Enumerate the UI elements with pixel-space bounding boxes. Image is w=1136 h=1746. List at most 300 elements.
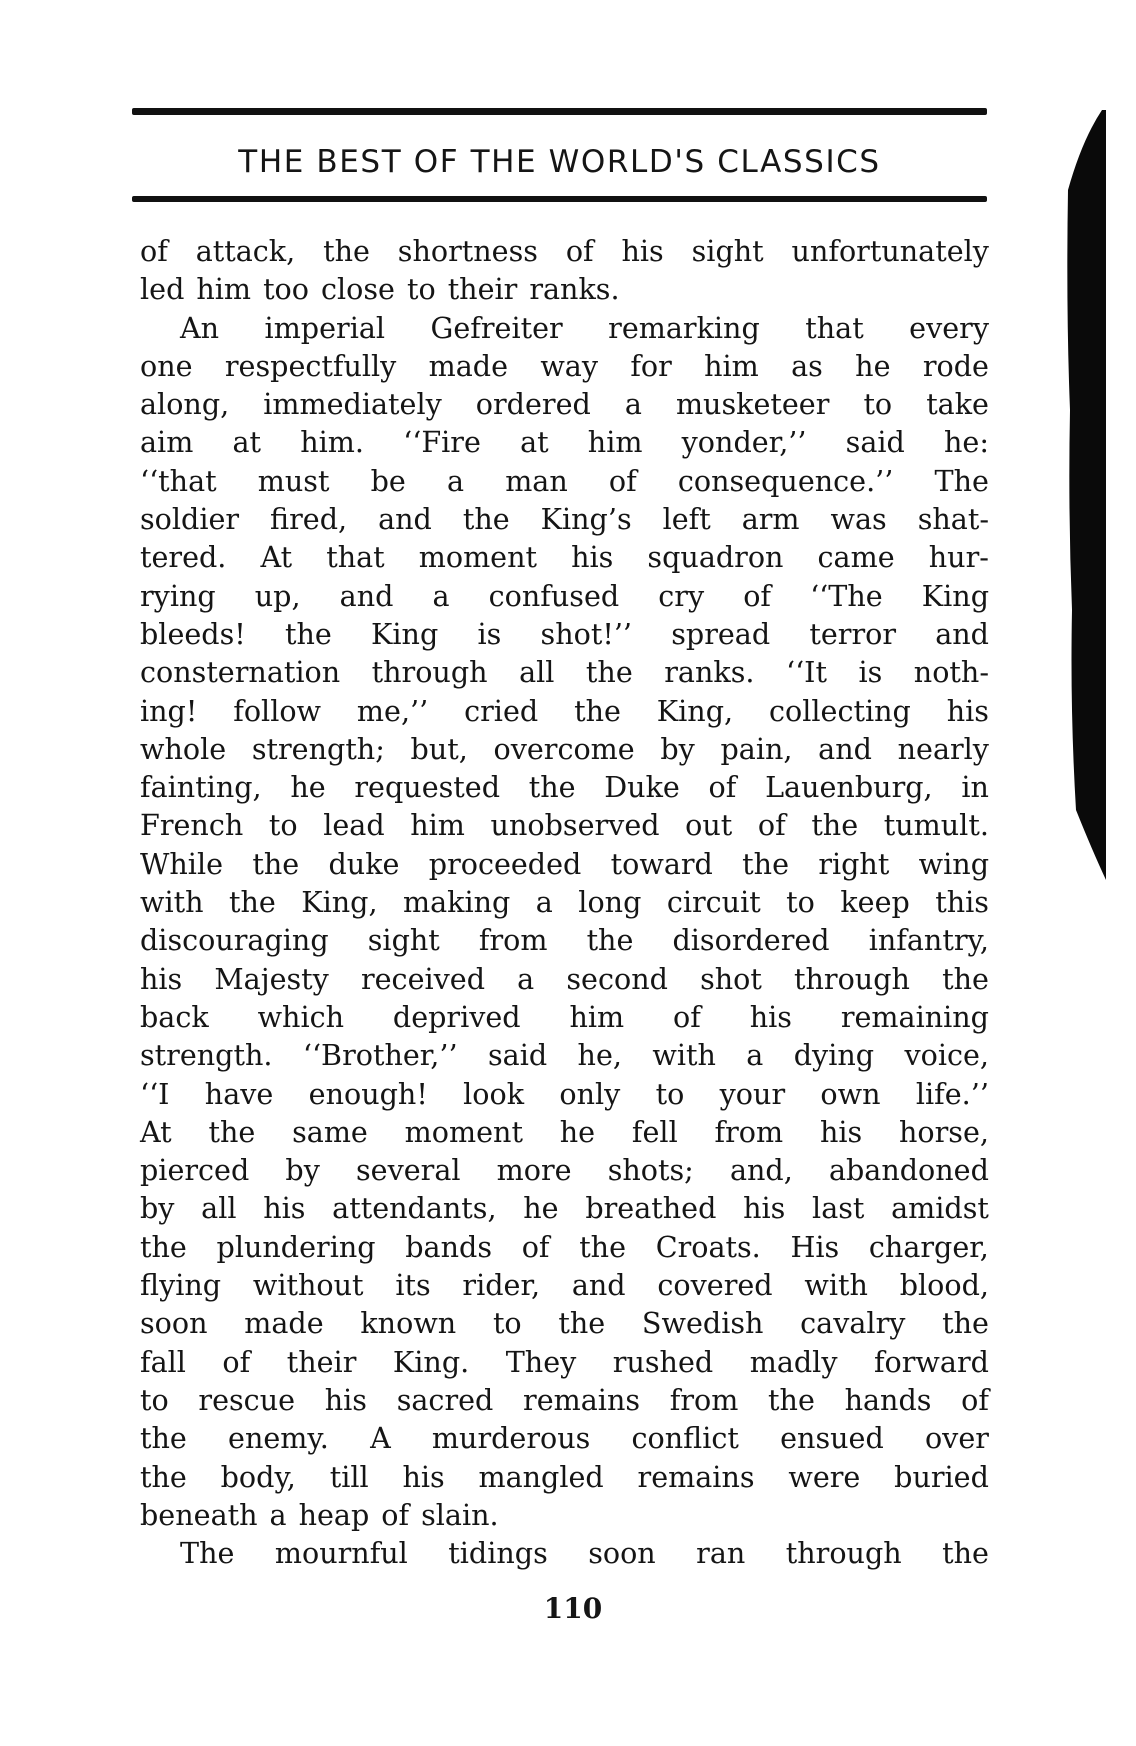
word: and, (729, 1153, 793, 1188)
word: out (685, 808, 733, 843)
word: of (222, 1344, 251, 1379)
word: rider, (462, 1268, 541, 1303)
word: of (565, 234, 594, 268)
word: sight (367, 923, 440, 958)
word: left (662, 502, 711, 537)
word: to (268, 808, 298, 843)
word: Lauenburg, (765, 770, 933, 805)
word: over (924, 1421, 989, 1456)
word: the (768, 1382, 815, 1417)
word: too (263, 272, 309, 307)
word: enough! (308, 1076, 428, 1111)
word: a (269, 1497, 287, 1532)
word: by (660, 731, 695, 766)
word: made (428, 348, 509, 383)
word: buried (894, 1459, 989, 1494)
word: at (232, 425, 262, 460)
word: infantry, (868, 923, 989, 958)
word: of (381, 1497, 410, 1532)
word: to (863, 387, 893, 422)
word: collecting (769, 693, 911, 728)
word: known (360, 1306, 457, 1341)
word: pierced (140, 1153, 250, 1188)
word: disordered (672, 923, 830, 958)
text-line (140, 1189, 989, 1227)
word: rescue (198, 1382, 296, 1417)
word: slain. (421, 1497, 499, 1532)
word: with (804, 1268, 868, 1303)
word: murderous (431, 1421, 591, 1456)
text-line (140, 1458, 989, 1496)
word: he (855, 348, 891, 383)
word: along, (140, 387, 230, 422)
word: ‘‘I (140, 1076, 170, 1111)
word: ‘‘It (785, 655, 827, 690)
word: to (786, 885, 815, 920)
word: duke (328, 846, 400, 881)
word: of (140, 234, 168, 268)
word: confused (488, 578, 620, 613)
word: from (669, 1382, 739, 1417)
word: with (140, 885, 204, 920)
word: ‘‘that (140, 463, 217, 498)
body-text (140, 232, 989, 1572)
word: King’s (540, 502, 632, 537)
text-line (140, 423, 989, 461)
word: squadron (647, 540, 784, 575)
word: him (704, 348, 759, 383)
word: said (487, 1038, 548, 1073)
word: without (252, 1268, 364, 1303)
word: right (818, 846, 890, 881)
word: soldier (140, 502, 240, 537)
text-line (140, 1534, 989, 1572)
word: at (520, 425, 549, 460)
word: received (360, 961, 486, 996)
word: aim (140, 425, 194, 460)
word: his (819, 1114, 863, 1149)
text-line (140, 538, 989, 576)
word: by (140, 1191, 175, 1226)
word: cried (464, 693, 539, 728)
word: moment (418, 540, 538, 575)
word: remaining (840, 999, 989, 1034)
word: sacred (396, 1382, 494, 1417)
word: the (586, 923, 634, 958)
word: attendants, (332, 1191, 497, 1226)
word: immediately (263, 387, 442, 422)
text-line (140, 577, 989, 615)
word: to (492, 1306, 522, 1341)
word: mournful (274, 1536, 408, 1571)
word: this (935, 885, 989, 920)
word: is (477, 616, 502, 651)
text-line (140, 462, 989, 500)
word: hands (844, 1382, 932, 1417)
word: A (370, 1421, 391, 1456)
word: overcome (493, 731, 635, 766)
word: cry (658, 578, 705, 613)
text-line (140, 653, 989, 691)
word: spread (671, 616, 771, 651)
word: The (934, 463, 989, 498)
word: led (140, 272, 185, 307)
word: tumult. (883, 808, 989, 843)
word: by (285, 1153, 320, 1188)
word: from (478, 923, 548, 958)
word: unfortunately (791, 234, 989, 268)
word: through (794, 961, 910, 996)
word: King, (656, 693, 734, 728)
word: long (578, 885, 642, 920)
word: conflict (631, 1421, 739, 1456)
word: Gefreiter (430, 310, 563, 345)
word: the (323, 234, 370, 268)
word: amidst (891, 1191, 989, 1226)
word: a (517, 961, 535, 996)
word: body, (220, 1459, 296, 1494)
word: he (559, 1114, 596, 1149)
word: ‘‘Brother,’’ (302, 1038, 458, 1073)
word: toward (610, 846, 713, 881)
word: a (535, 885, 553, 920)
page-number: 110 (543, 1592, 603, 1625)
word: which (257, 999, 345, 1034)
word: remains (637, 1459, 755, 1494)
word: through (371, 655, 488, 690)
word: of (673, 999, 701, 1034)
word: moment (404, 1114, 523, 1149)
word: bands (405, 1229, 492, 1264)
word: King, (301, 885, 378, 920)
word: the (284, 616, 332, 651)
word: ran (696, 1536, 746, 1571)
word: that (805, 310, 864, 345)
word: At (140, 1114, 172, 1149)
word: own (820, 1076, 881, 1111)
word: only (559, 1076, 621, 1111)
word: keep (840, 885, 910, 920)
word: voice, (904, 1038, 989, 1073)
word: the (574, 693, 621, 728)
text-line (140, 1266, 989, 1304)
word: of (708, 770, 737, 805)
word: covered (657, 1268, 773, 1303)
word: cavalry (800, 1306, 906, 1341)
word: he (523, 1191, 559, 1226)
word: him. (300, 425, 364, 460)
word: rying (140, 578, 216, 613)
word: their (447, 272, 518, 307)
word: way (540, 348, 599, 383)
word: lead (323, 808, 385, 843)
word: but, (410, 731, 468, 766)
word: same (292, 1114, 368, 1149)
word: noth- (913, 655, 989, 690)
text-line (140, 1075, 989, 1113)
word: ranks. (529, 272, 620, 307)
word: all (201, 1191, 237, 1226)
word: the (942, 1536, 989, 1571)
word: a (432, 578, 450, 613)
word: terror (809, 616, 896, 651)
word: rode (922, 348, 989, 383)
word: At (260, 540, 293, 575)
word: a (624, 387, 642, 422)
word: imperial (264, 310, 386, 345)
word: French (140, 808, 244, 843)
word: ensued (780, 1421, 884, 1456)
word: the (579, 1229, 627, 1264)
word: fell (631, 1114, 678, 1149)
word: him (587, 425, 643, 460)
word: tered. (140, 540, 227, 575)
word: was (830, 502, 887, 537)
word: several (356, 1153, 461, 1188)
text-line (140, 347, 989, 385)
word: a (446, 463, 465, 498)
word: of (608, 463, 637, 498)
word: the (585, 655, 633, 690)
word: to (406, 272, 436, 307)
header-bottom-rule (132, 196, 987, 202)
text-line (140, 768, 989, 806)
word: second (566, 961, 668, 996)
word: attack, (195, 234, 296, 268)
word: proceeded (428, 846, 582, 881)
word: King. (392, 1344, 470, 1379)
word: respectfully (224, 348, 397, 383)
word: take (926, 387, 989, 422)
binding-shadow-mark (1062, 110, 1106, 880)
word: mangled (478, 1459, 604, 1494)
text-line (140, 270, 989, 308)
text-line (140, 845, 989, 883)
word: his (946, 693, 989, 728)
text-line (140, 998, 989, 1036)
word: is (858, 655, 883, 690)
word: to (655, 1076, 685, 1111)
word: horse, (899, 1114, 989, 1149)
word: yonder,’’ (681, 425, 807, 460)
word: Swedish (641, 1306, 764, 1341)
word: were (788, 1459, 861, 1494)
word: your (719, 1076, 786, 1111)
word: strength; (251, 731, 385, 766)
word: he, (577, 1038, 622, 1073)
word: unobserved (490, 808, 660, 843)
word: man (505, 463, 568, 498)
word: Majesty (214, 961, 329, 996)
word: every (909, 310, 989, 345)
word: be (370, 463, 406, 498)
word: the (252, 846, 300, 881)
word: life.’’ (915, 1076, 989, 1111)
text-line (140, 500, 989, 538)
word: shortness (397, 234, 538, 268)
text-line (140, 883, 989, 921)
word: the (558, 1306, 606, 1341)
word: for (630, 348, 672, 383)
word: sight (691, 234, 764, 268)
text-line (140, 1228, 989, 1266)
word: in (961, 770, 989, 805)
text-line (140, 232, 989, 270)
word: heap (298, 1497, 370, 1532)
word: the (140, 1459, 187, 1494)
word: last (812, 1191, 865, 1226)
text-line (140, 309, 989, 347)
word: abandoned (828, 1153, 989, 1188)
word: and (571, 1268, 626, 1303)
word: shots; (607, 1153, 694, 1188)
word: madly (749, 1344, 838, 1379)
text-line (140, 1343, 989, 1381)
running-header: THE BEST OF THE WORLD'S CLASSICS (238, 144, 881, 180)
word: fired, (270, 502, 348, 537)
word: ranks. (664, 655, 755, 690)
word: the (140, 1421, 187, 1456)
word: circuit (666, 885, 761, 920)
text-line (140, 1036, 989, 1074)
text-line (140, 730, 989, 768)
word: till (329, 1459, 369, 1494)
word: the (140, 1229, 187, 1264)
word: him (410, 808, 465, 843)
word: discouraging (140, 923, 329, 958)
word: its (395, 1268, 431, 1303)
word: back (140, 999, 209, 1034)
word: enemy. (228, 1421, 329, 1456)
text-line (140, 385, 989, 423)
word: the (811, 808, 859, 843)
word: musketeer (675, 387, 830, 422)
text-line (140, 1304, 989, 1342)
word: ‘‘The (810, 578, 883, 613)
word: his (749, 999, 792, 1034)
text-line (140, 806, 989, 844)
word: and (378, 502, 432, 537)
word: remarking (608, 310, 760, 345)
word: that (326, 540, 385, 575)
word: have (204, 1076, 274, 1111)
word: the (228, 885, 276, 920)
word: tidings (448, 1536, 548, 1571)
word: his (571, 540, 614, 575)
word: and (818, 731, 872, 766)
word: plundering (216, 1229, 376, 1264)
word: close (320, 272, 395, 307)
word: charger, (868, 1229, 989, 1264)
word: the (942, 961, 989, 996)
word: one (140, 348, 193, 383)
word: with (652, 1038, 716, 1073)
word: his (140, 961, 183, 996)
word: as (791, 348, 823, 383)
word: forward (873, 1344, 989, 1379)
word: consternation (140, 655, 341, 690)
word: Croats. (655, 1229, 761, 1264)
word: his (263, 1191, 306, 1226)
word: their (286, 1344, 357, 1379)
word: pain, (720, 731, 793, 766)
header-top-rule (132, 108, 987, 115)
text-line (140, 1496, 989, 1534)
word: shat- (917, 502, 989, 537)
text-line (140, 1151, 989, 1189)
word: soon (588, 1536, 656, 1571)
word: made (244, 1306, 324, 1341)
word: his (402, 1459, 445, 1494)
word: of (757, 808, 786, 843)
word: His (790, 1229, 840, 1264)
word: While (140, 846, 224, 881)
word: him (196, 272, 252, 307)
word: came (817, 540, 895, 575)
word: ordered (475, 387, 591, 422)
word: and (339, 578, 394, 613)
word: me,’’ (356, 693, 429, 728)
word: flying (140, 1268, 222, 1303)
word: the (528, 770, 576, 805)
word: look (463, 1076, 525, 1111)
word: making (403, 885, 511, 920)
word: An (180, 310, 220, 345)
word: arm (741, 502, 800, 537)
word: his (324, 1382, 367, 1417)
word: King (921, 578, 989, 613)
word: They (505, 1344, 577, 1379)
word: his (743, 1191, 786, 1226)
word: of (743, 578, 772, 613)
word: wing (918, 846, 989, 881)
word: the (462, 502, 510, 537)
word: more (496, 1153, 572, 1188)
word: the (942, 1306, 989, 1341)
word: soon (140, 1306, 208, 1341)
word: dying (793, 1038, 875, 1073)
word: of (961, 1382, 989, 1417)
word: fainting, (140, 770, 262, 805)
word: must (257, 463, 330, 498)
word: the (208, 1114, 256, 1149)
text-line (140, 960, 989, 998)
word: bleeds! (140, 616, 246, 651)
word: him (569, 999, 625, 1034)
word: he (290, 770, 326, 805)
word: requested (354, 770, 501, 805)
text-line (140, 692, 989, 730)
word: ‘‘Fire (403, 425, 481, 460)
word: The (180, 1536, 235, 1571)
word: shot (700, 961, 762, 996)
word: a (746, 1038, 764, 1073)
word: shot!’’ (540, 616, 632, 651)
word: and (935, 616, 989, 651)
word: Duke (604, 770, 680, 805)
word: his (621, 234, 664, 268)
word: hur- (928, 540, 989, 575)
text-line (140, 921, 989, 959)
word: the (742, 846, 789, 881)
word: ing! (140, 693, 198, 728)
word: King (371, 616, 439, 651)
text-line (140, 1381, 989, 1419)
word: remains (523, 1382, 641, 1417)
word: blood, (899, 1268, 989, 1303)
word: beneath (140, 1497, 258, 1532)
text-line (140, 615, 989, 653)
